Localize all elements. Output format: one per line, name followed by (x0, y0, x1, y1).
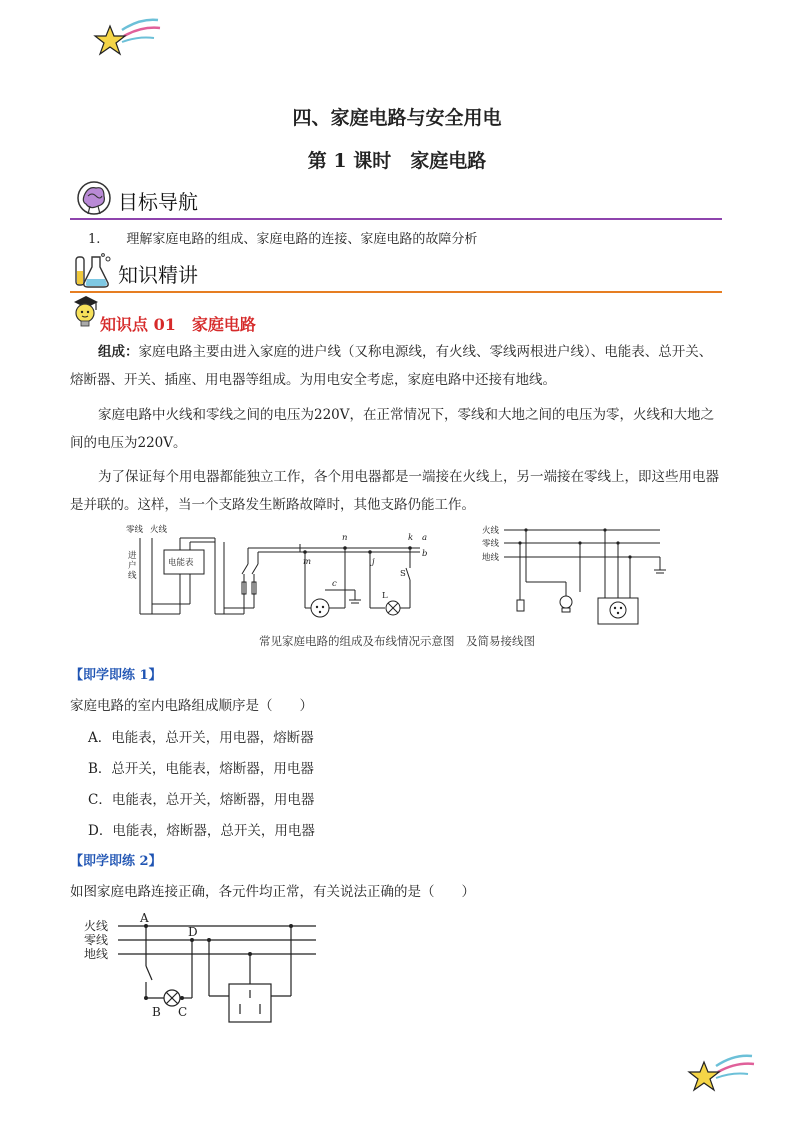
ex2-label-neutral: 零线 (84, 933, 109, 947)
lab-flask-icon (70, 251, 114, 291)
diagram-label-m: m (303, 557, 312, 567)
figure1-caption: 常见家庭电路的组成及布线情况示意图 及简易接线图 (259, 634, 535, 648)
section-goal-rule (70, 218, 722, 220)
shooting-star-icon (92, 16, 162, 60)
paragraph-parallel: 为了保证每个用电器都能独立工作，各个用电器都是一端接在火线上，另一端接在零线上，即这些用电器是并联的。这样，当一个支路发生断路故障时，其他支路仍能工作。 (70, 469, 719, 513)
diagram-label-live: 火线 (150, 525, 168, 535)
exercise1-option-a: A．电能表，总开关，用电器，熔断器 (88, 730, 314, 746)
exercise1-option-c: C．电能表，总开关，熔断器，用电器 (88, 792, 315, 808)
exercise2-label: 【即学即练 2】 (70, 854, 162, 869)
diagram-label-a: a (422, 533, 428, 543)
shooting-star-icon (686, 1052, 756, 1096)
diagram-label-s: S (400, 569, 406, 579)
exercise1-question: 家庭电路的室内电路组成顺序是（ ） (70, 698, 313, 714)
ex2-label-d: D (188, 925, 198, 939)
paragraph-voltage: 家庭电路中火线和零线之间的电压为220V，在正常情况下，零线和大地之间的电压为零，火线和大地之间的电压为220V。 (70, 407, 715, 451)
diagram-label-c: c (332, 579, 337, 589)
ex2-label-c: C (178, 1005, 188, 1019)
diagram-label-entry-1: 进 (128, 551, 137, 561)
wiring-label-ground: 地线 (482, 553, 500, 563)
exercise1-option-b: B．总开关，电能表，熔断器，用电器 (88, 761, 314, 777)
brain-icon (74, 178, 114, 218)
section-knowledge-label: 知识精讲 (118, 263, 198, 287)
page-title: 四、家庭电路与安全用电 (292, 107, 502, 129)
wiring-label-live: 火线 (482, 526, 500, 536)
section-goal-header (70, 178, 722, 220)
diagram-label-entry-3: 线 (128, 571, 137, 581)
ex2-label-a: A (140, 911, 149, 925)
ex2-label-b: B (152, 1005, 161, 1019)
diagram-label-k: k (408, 533, 414, 543)
composition-lead: 组成： (98, 344, 139, 360)
section-knowledge-rule (70, 291, 722, 293)
exercise2-circuit-diagram (84, 908, 324, 1028)
diagram-label-b: b (422, 549, 428, 559)
diagram-label-neutral: 零线 (126, 525, 144, 535)
wiring-label-neutral: 零线 (482, 539, 500, 549)
diagram-label-l: L (382, 591, 388, 601)
exercise2-question: 如图家庭电路连接正确，各元件均正常，有关说法正确的是（ ） (70, 884, 475, 900)
household-circuit-diagram (120, 524, 440, 624)
composition-text: 家庭电路主要由进入家庭的进户线（又称电源线，有火线、零线两根进户线）、电能表、总开关、熔断器、开关、插座、用电器等组成。为用电安全考虑，家庭电路中还接有地线。 (70, 344, 713, 388)
exercise1-option-d: D．电能表，熔断器，总开关，用电器 (88, 823, 315, 839)
ex2-label-live: 火线 (84, 919, 109, 933)
diagram-label-entry-2: 户 (128, 561, 137, 571)
diagram-label-meter: 电能表 (168, 558, 194, 568)
section-goal-label: 目标导航 (118, 190, 198, 214)
lightbulb-graduate-icon (68, 294, 102, 330)
page-subtitle: 第 1 课时 家庭电路 (307, 150, 487, 172)
diagram-label-j: j (372, 557, 375, 567)
diagram-label-n: n (342, 533, 348, 543)
section-knowledge-header (70, 251, 722, 293)
goal-item: 1. 理解家庭电路的组成、家庭电路的连接、家庭电路的故障分析 (88, 232, 478, 247)
exercise1-label: 【即学即练 1】 (70, 668, 162, 683)
ex2-label-ground: 地线 (84, 947, 109, 961)
simple-wiring-diagram (480, 522, 680, 628)
paragraph-composition (70, 338, 722, 394)
knowledge-point-title: 知识点 01 家庭电路 (100, 315, 256, 334)
